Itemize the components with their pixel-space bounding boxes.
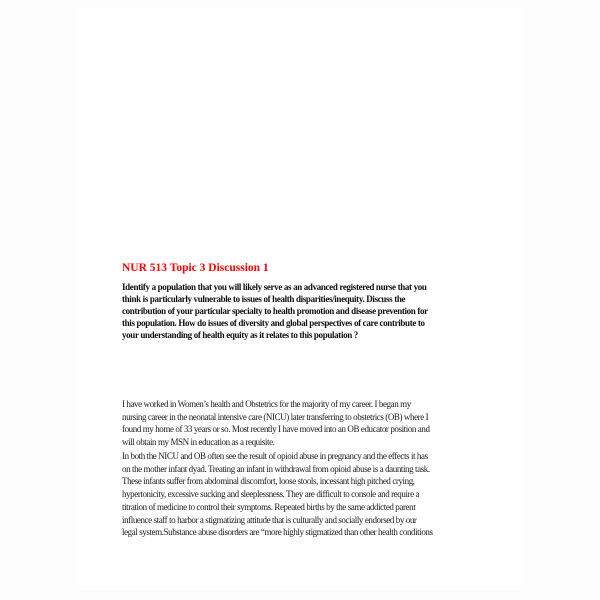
text-line: Identify a population that you will likely serve as an advanced registered nurse that you	[122, 282, 427, 292]
document-page	[75, 8, 525, 586]
text-line: will obtain my MSN in education as a requisite.	[122, 437, 275, 448]
discussion-prompt-paragraph	[122, 281, 484, 341]
body-paragraph-career-background	[122, 398, 484, 449]
text-line: legal system.Substance abuse disorders are “more highly stigmatized than other health conditions	[122, 527, 433, 538]
text-line: this population. How do issues of diversity and global perspectives of care contribute to	[122, 318, 425, 328]
text-line: titration of medicine to control their symptoms. Repeated births by the same addicted parent	[122, 501, 416, 512]
text-line: hypertonicity, excessive sucking and sleeplessness. They are difficult to console and require a	[122, 489, 420, 500]
text-line: nursing career in the neonatal intensive care (NICU) later transferring to obstetrics (OB) where I	[122, 411, 429, 422]
text-line: I have worked in Women’s health and Obstetrics for the majority of my career. I began my	[122, 399, 411, 409]
text-line: on the mother infant dyad. Treating an infant in withdrawal from opioid abuse is a daunting task.	[122, 463, 430, 474]
text-line: influence staff to harbor a stigmatizing attitude that is culturally and socially endorsed by our	[122, 514, 417, 525]
body-paragraph-opioid-abuse	[122, 450, 484, 539]
text-line: In both the NICU and OB often see the result of opioid abuse in pregnancy and the effects it has	[122, 451, 428, 461]
text-line: think is particularly vulnerable to issues of health disparities/inequity. Discuss the	[122, 294, 406, 304]
text-line: found my home of 33 years or so. Most recently I have moved into an OB educator position and	[122, 424, 430, 435]
text-line: your understanding of health equity as it relates to this population ?	[122, 330, 358, 340]
text-line: contribution of your particular specialty to health promotion and disease prevention for	[122, 306, 428, 316]
document-title: NUR 513 Topic 3 Discussion 1	[122, 262, 269, 274]
text-line: These infants suffer from abdominal discomfort, loose stools, incessant high pitched crying,	[122, 476, 415, 487]
